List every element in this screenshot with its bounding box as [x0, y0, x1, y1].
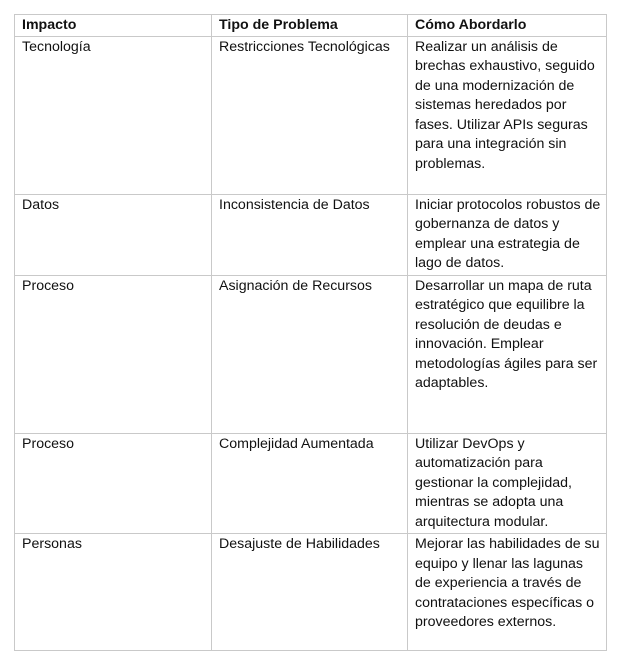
table-body	[15, 36, 607, 651]
header-como-abordarlo: Cómo Abordarlo	[408, 15, 607, 37]
table-row	[15, 433, 607, 534]
header-tipo-de-problema: Tipo de Problema	[212, 15, 408, 37]
approach-cell: Desarrollar un mapa de ruta estratégico que equilibre la resolución de deudas e innovación. Emplear metodologías ágiles para ser adaptables.	[408, 275, 607, 433]
header-row	[15, 15, 607, 37]
impact-table	[14, 14, 607, 651]
approach-cell: Mejorar las habilidades de su equipo y llenar las lagunas de experiencia a través de contrataciones específicas o proveedores externos.	[408, 534, 607, 651]
table-row	[15, 36, 607, 194]
impact-cell: Proceso	[15, 275, 212, 433]
approach-cell: Realizar un análisis de brechas exhaustivo, seguido de una modernización de sistemas heredados por fases. Utilizar APIs seguras para una integración sin problemas.	[408, 36, 607, 194]
problem-cell: Inconsistencia de Datos	[212, 194, 408, 275]
impact-cell: Proceso	[15, 433, 212, 534]
table-row	[15, 194, 607, 275]
approach-cell: Iniciar protocolos robustos de gobernanza de datos y emplear una estrategia de lago de datos.	[408, 194, 607, 275]
problem-cell: Desajuste de Habilidades	[212, 534, 408, 651]
table-header	[15, 15, 607, 37]
impact-cell: Datos	[15, 194, 212, 275]
impact-cell: Tecnología	[15, 36, 212, 194]
problem-cell: Asignación de Recursos	[212, 275, 408, 433]
impact-cell: Personas	[15, 534, 212, 651]
problem-cell: Restricciones Tecnológicas	[212, 36, 408, 194]
table-row	[15, 534, 607, 651]
table-row	[15, 275, 607, 433]
approach-cell: Utilizar DevOps y automatización para gestionar la complejidad, mientras se adopta una arquitectura modular.	[408, 433, 607, 534]
header-impacto: Impacto	[15, 15, 212, 37]
problem-cell: Complejidad Aumentada	[212, 433, 408, 534]
